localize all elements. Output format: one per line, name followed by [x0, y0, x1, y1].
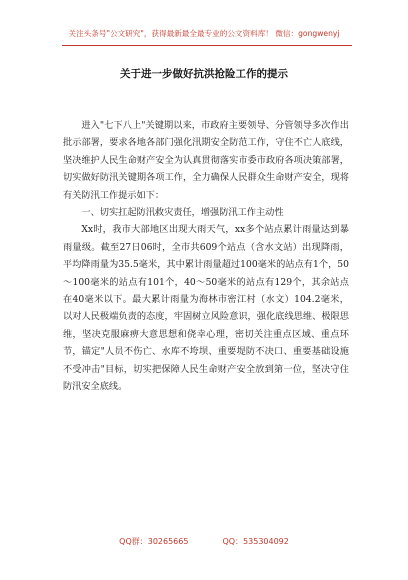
document-body	[63, 117, 349, 396]
header-divider	[62, 45, 352, 46]
document-title: 关于进一步做好抗洪抢险工作的提示	[120, 68, 288, 80]
paragraph-rainfall: Xx时，我市大部地区出现大雨天气，xx多个站点累计雨量达到暴雨量级。截至27日06时，全市共609个站点（含水文站）出现降雨，平均降雨量为35.5毫米，其中累计雨量超过100毫米的站点有1个，50～100毫米的站点有101个，40～50毫米的站点有129个，其余站点在40毫米以下。最大累计雨量为海林市密江村（水文）104.2毫米，以对人民极端负责的态度，牢固树立风险意识，强化底线思维、极限思维，坚决克服麻痹大意思想和侥幸心理，密切关注重点区域、重点环节，锚定"人员不伤亡、水库不垮坝、重要堤防不决口、重要基础设施不受冲击"目标，切实把保障人民生命财产安全放到第一位，坚决守住防汛安全底线。	[63, 224, 349, 393]
qq-number-text: QQ：535304092	[222, 537, 289, 546]
paragraph-intro: 进入"七下八上"关键期以来，市政府主要领导、分管领导多次作出批示部署，要求各地各部门强化汛期安全防范工作，守住不亡人底线，坚决维护人民生命财产安全为认真贯彻落实市委市政府各项决策部署，切实做好防汛关键期各项工作，全力确保人民群众生命财产安全，现将有关防汛工作提示如下：	[63, 120, 349, 201]
qq-group-text: QQ群：30265665	[119, 537, 189, 546]
footer-contact	[0, 536, 408, 547]
header-banner: 关注头条号"公文研究"，获得最新最全最专业的公文资料库！ 微信：gongwenyj	[68, 29, 340, 38]
section-heading: 一、切实扛起防汛救灾责任，增强防汛工作主动性	[81, 207, 284, 219]
